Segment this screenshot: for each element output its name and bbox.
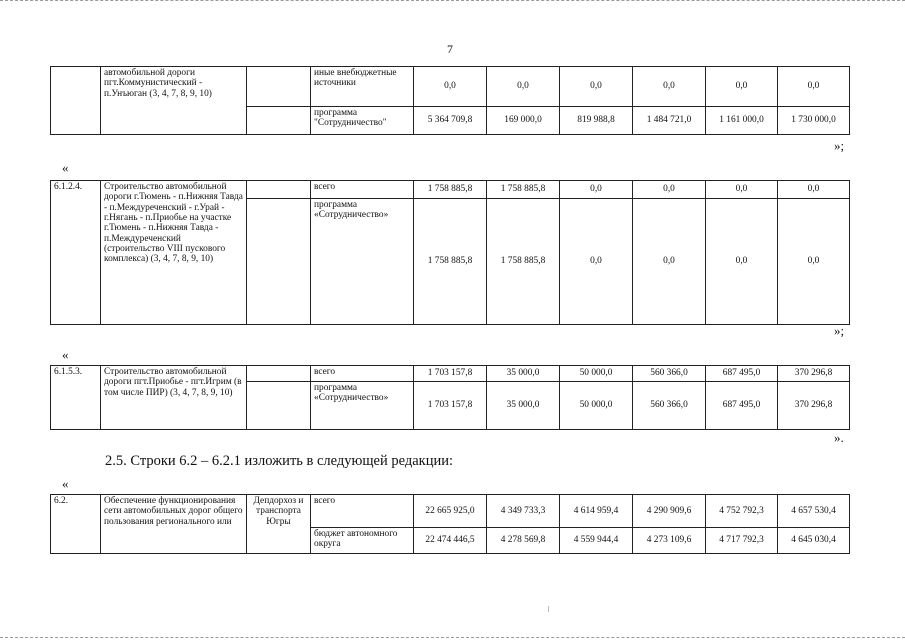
executor-cell <box>247 181 311 199</box>
value-cell: 0,0 <box>487 67 560 107</box>
value-cell: 0,0 <box>633 181 706 199</box>
code-cell: 6.2. <box>51 495 101 554</box>
value-cell: 370 296,8 <box>778 366 850 382</box>
source-cell: всего <box>311 181 414 199</box>
value-cell: 0,0 <box>706 199 778 325</box>
name-cell: Строительство автомобильной дороги г.Тюмень - п.Нижняя Тавда - п.Междуреченский - г.Урай - г.Нягань - п.Приобье на участке г.Тюмень - п.Нижняя Тавда - п.Междуреченский (строительство VIII пускового комплекса) (3, 4, 7, 8, 9, 10) <box>101 181 247 325</box>
value-cell: 4 559 944,4 <box>560 528 633 554</box>
value-cell: 22 474 446,5 <box>414 528 487 554</box>
executor-cell <box>247 67 311 107</box>
table-block-4 <box>50 494 850 554</box>
value-cell: 4 645 030,4 <box>778 528 850 554</box>
closing-quote-1: »; <box>834 138 845 153</box>
table-row <box>51 495 850 528</box>
executor-cell <box>247 199 311 325</box>
value-cell: 1 758 885,8 <box>414 199 487 325</box>
scan-edge-bottom <box>0 636 905 638</box>
value-cell: 819 988,8 <box>560 107 633 135</box>
table-block-2 <box>50 180 850 325</box>
page-number: 7 <box>447 42 453 56</box>
open-quote-3: « <box>62 347 69 362</box>
table-row <box>51 67 850 107</box>
value-cell: 1 730 000,0 <box>778 107 850 135</box>
value-cell: 35 000,0 <box>487 382 560 430</box>
value-cell: 560 366,0 <box>633 382 706 430</box>
value-cell: 4 657 530,4 <box>778 495 850 528</box>
value-cell: 1 484 721,0 <box>633 107 706 135</box>
value-cell: 0,0 <box>706 67 778 107</box>
value-cell: 0,0 <box>414 67 487 107</box>
value-cell: 169 000,0 <box>487 107 560 135</box>
value-cell: 5 364 709,8 <box>414 107 487 135</box>
value-cell: 370 296,8 <box>778 382 850 430</box>
name-cell: автомобильной дороги пгт.Коммунистический - п.Унъюган (3, 4, 7, 8, 9, 10) <box>101 67 247 135</box>
value-cell: 0,0 <box>560 199 633 325</box>
table-row <box>51 366 850 382</box>
section-heading: 2.5. Строки 6.2 – 6.2.1 изложить в следующей редакции: <box>105 453 454 469</box>
value-cell: 4 278 569,8 <box>487 528 560 554</box>
table-block-3 <box>50 365 850 430</box>
value-cell: 35 000,0 <box>487 366 560 382</box>
source-cell: программа «Сотрудничество» <box>311 199 414 325</box>
value-cell: 0,0 <box>706 181 778 199</box>
value-cell: 0,0 <box>560 181 633 199</box>
value-cell: 4 752 792,3 <box>706 495 778 528</box>
scan-speck <box>548 606 549 612</box>
closing-quote-2: »; <box>834 323 845 338</box>
executor-cell: Депдорхоз и транспорта Югры <box>247 495 311 554</box>
value-cell: 0,0 <box>778 67 850 107</box>
code-cell: 6.1.5.3. <box>51 366 101 430</box>
value-cell: 4 349 733,3 <box>487 495 560 528</box>
value-cell: 50 000,0 <box>560 382 633 430</box>
source-cell: программа «Сотрудничество» <box>311 382 414 430</box>
executor-cell <box>247 382 311 430</box>
value-cell: 50 000,0 <box>560 366 633 382</box>
closing-quote-3: ». <box>834 430 844 445</box>
executor-cell <box>247 107 311 135</box>
source-cell: всего <box>311 366 414 382</box>
value-cell: 4 273 109,6 <box>633 528 706 554</box>
value-cell: 560 366,0 <box>633 366 706 382</box>
executor-cell <box>247 366 311 382</box>
value-cell: 687 495,0 <box>706 366 778 382</box>
name-cell: Строительство автомобильной дороги пгт.Приобье - пгт.Игрим (в том числе ПИР) (3, 4, 7, 8, 9, 10) <box>101 366 247 430</box>
open-quote-4: « <box>62 476 69 491</box>
value-cell: 4 290 909,6 <box>633 495 706 528</box>
value-cell: 1 161 000,0 <box>706 107 778 135</box>
value-cell: 0,0 <box>778 181 850 199</box>
value-cell: 687 495,0 <box>706 382 778 430</box>
table-row <box>51 181 850 199</box>
source-cell: иные внебюджетные источники <box>311 67 414 107</box>
open-quote-2: « <box>62 160 69 175</box>
table-block-1 <box>50 66 850 135</box>
value-cell: 1 703 157,8 <box>414 382 487 430</box>
value-cell: 0,0 <box>633 199 706 325</box>
value-cell: 0,0 <box>633 67 706 107</box>
value-cell: 4 614 959,4 <box>560 495 633 528</box>
value-cell: 0,0 <box>560 67 633 107</box>
code-cell <box>51 67 101 135</box>
value-cell: 4 717 792,3 <box>706 528 778 554</box>
source-cell: всего <box>311 495 414 528</box>
value-cell: 22 665 925,0 <box>414 495 487 528</box>
code-cell: 6.1.2.4. <box>51 181 101 325</box>
scan-edge-top <box>0 0 905 5</box>
value-cell: 1 758 885,8 <box>487 199 560 325</box>
source-cell: программа "Сотрудничество" <box>311 107 414 135</box>
value-cell: 1 703 157,8 <box>414 366 487 382</box>
value-cell: 0,0 <box>778 199 850 325</box>
source-cell: бюджет автономного округа <box>311 528 414 554</box>
name-cell: Обеспечение функционирования сети автомобильных дорог общего пользования регионального или <box>101 495 247 554</box>
value-cell: 1 758 885,8 <box>414 181 487 199</box>
value-cell: 1 758 885,8 <box>487 181 560 199</box>
